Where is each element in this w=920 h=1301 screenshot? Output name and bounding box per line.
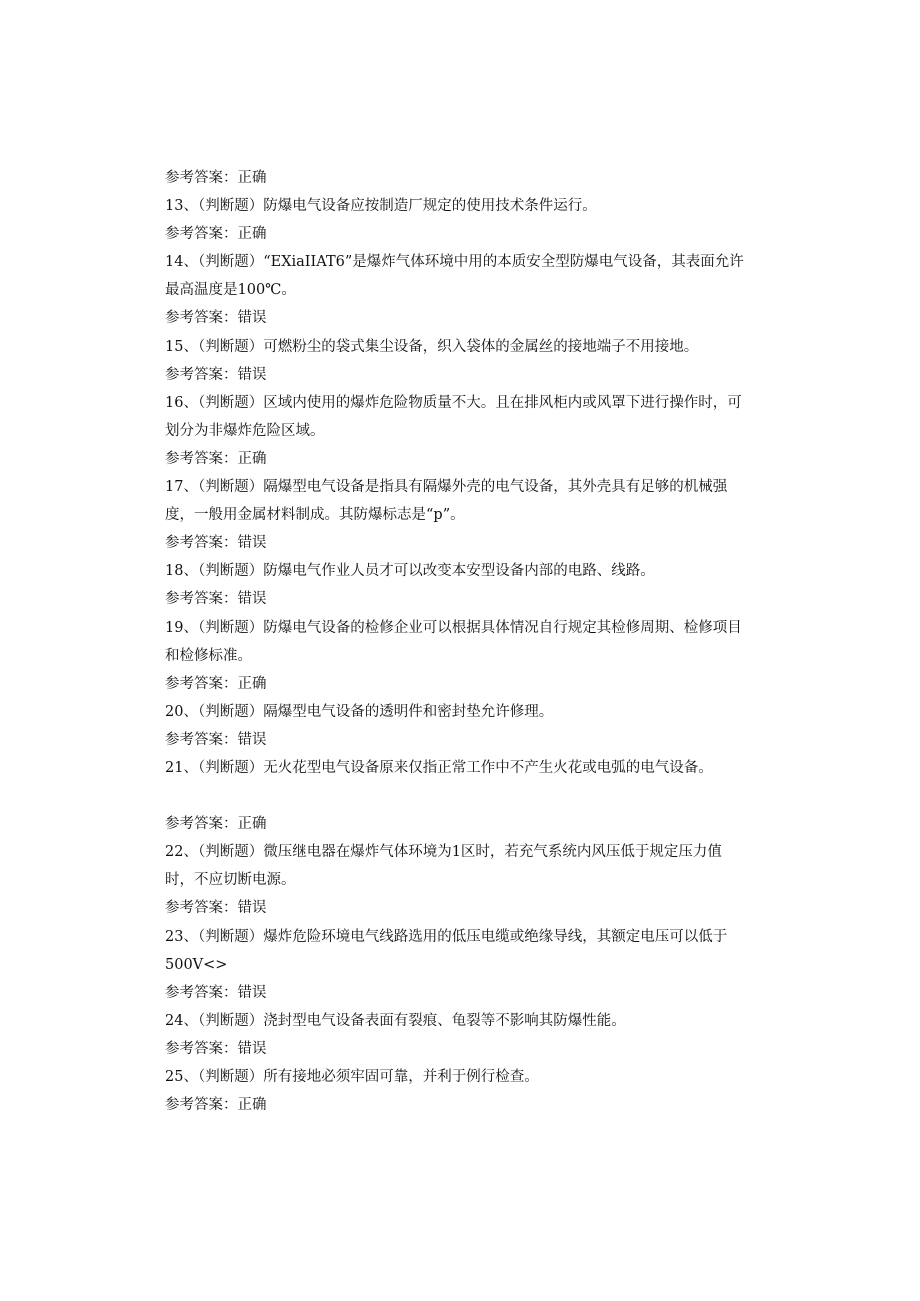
answer-line: 参考答案：错误 bbox=[165, 731, 267, 748]
answer-line: 参考答案：正确 bbox=[165, 675, 267, 692]
answer-line: 参考答案：正确 bbox=[165, 170, 267, 186]
answer-line: 参考答案：错误 bbox=[165, 1040, 267, 1057]
answer-line: 参考答案：正确 bbox=[165, 1097, 267, 1114]
answer-line: 参考答案：错误 bbox=[165, 535, 267, 552]
question-16: 16、（判断题）区域内使用的爆炸危险物质量不大。且在排风柜内或风罩下进行操作时，可划分为非爆炸危险区域。 bbox=[165, 394, 742, 439]
answer-line: 参考答案：正确 bbox=[165, 816, 267, 833]
answer-line: 参考答案：错误 bbox=[165, 591, 267, 608]
question-14: 14、（判断题）“EXiaIIAT6”是爆炸气体环境中用的本质安全型防爆电气设备，其表面允许最高温度是100℃。 bbox=[165, 254, 744, 299]
question-25: 25、（判断题）所有接地必须牢固可靠，并利于例行检查。 bbox=[165, 1069, 539, 1085]
answer-line: 参考答案：正确 bbox=[165, 226, 267, 243]
question-list bbox=[165, 164, 750, 1119]
answer-line: 参考答案：错误 bbox=[165, 310, 267, 327]
answer-line: 参考答案：正确 bbox=[165, 450, 267, 467]
question-21: 21、（判断题）无火花型电气设备原来仅指正常工作中不产生火花或电弧的电气设备。 bbox=[165, 759, 713, 776]
question-22: 22、（判断题）微压继电器在爆炸气体环境为1区时，若充气系统内风压低于规定压力值时，不应切断电源。 bbox=[165, 844, 722, 889]
question-24: 24、（判断题）浇封型电气设备表面有裂痕、龟裂等不影响其防爆性能。 bbox=[165, 1012, 626, 1029]
question-18: 18、（判断题）防爆电气作业人员才可以改变本安型设备内部的电路、线路。 bbox=[165, 563, 655, 580]
question-13: 13、（判断题）防爆电气设备应按制造厂规定的使用技术条件运行。 bbox=[165, 198, 597, 215]
question-15: 15、（判断题）可燃粉尘的袋式集尘设备，织入袋体的金属丝的接地端子不用接地。 bbox=[165, 338, 699, 355]
question-17: 17、（判断题）隔爆型电气设备是指具有隔爆外壳的电气设备，其外壳具有足够的机械强度，一般用金属材料制成。其防爆标志是“p”。 bbox=[165, 479, 728, 524]
question-23: 23、（判断题）爆炸危险环境电气线路选用的低压电缆或绝缘导线，其额定电压可以低于500V<> bbox=[165, 928, 728, 973]
answer-line: 参考答案：错误 bbox=[165, 900, 267, 917]
question-19: 19、（判断题）防爆电气设备的检修企业可以根据具体情况自行规定其检修周期、检修项目和检修标准。 bbox=[165, 619, 742, 664]
answer-line: 参考答案：错误 bbox=[165, 984, 267, 1001]
answer-line: 参考答案：错误 bbox=[165, 366, 267, 383]
question-20: 20、（判断题）隔爆型电气设备的透明件和密封垫允许修理。 bbox=[165, 703, 554, 720]
